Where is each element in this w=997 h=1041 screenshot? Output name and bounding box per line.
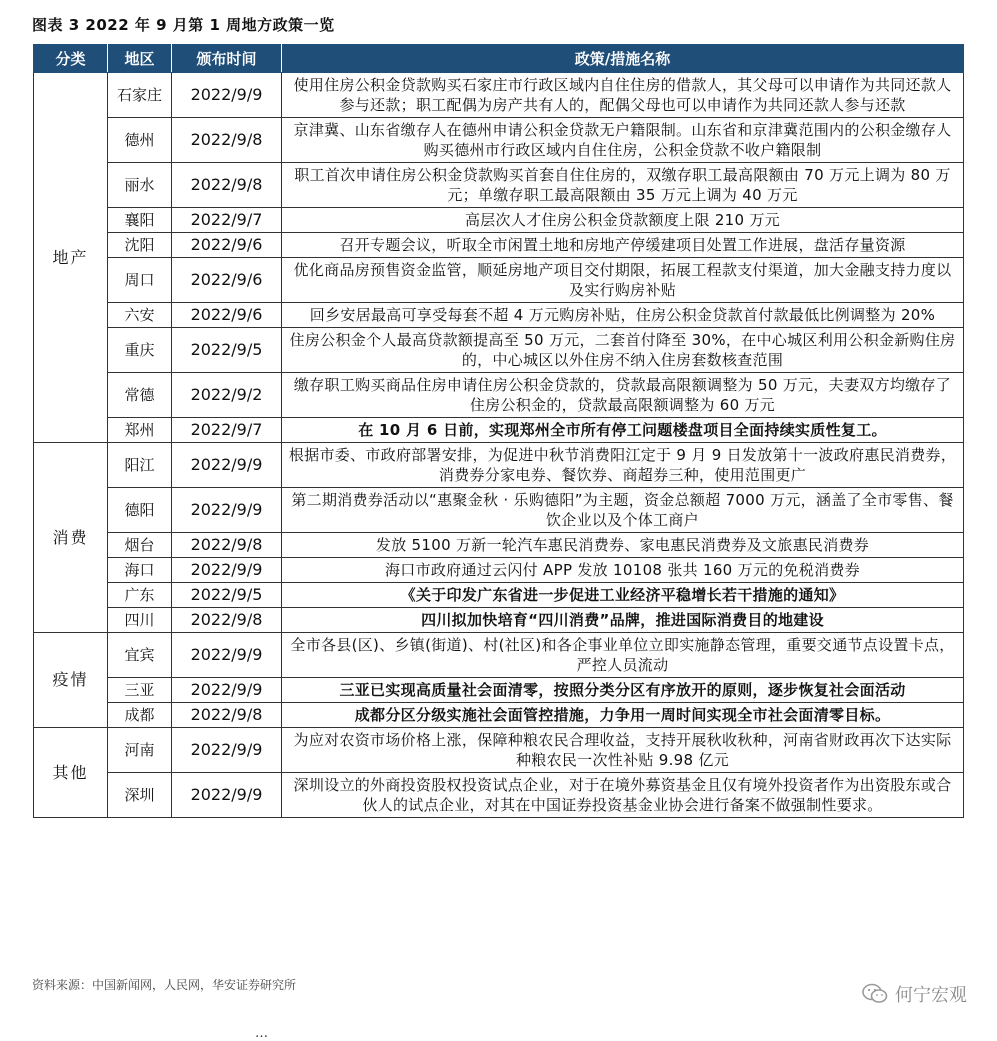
date-cell: 2022/9/5 bbox=[172, 328, 282, 373]
region-cell: 常德 bbox=[108, 373, 172, 418]
table-row bbox=[34, 583, 964, 608]
region-cell: 六安 bbox=[108, 303, 172, 328]
region-cell: 四川 bbox=[108, 608, 172, 633]
region-cell: 襄阳 bbox=[108, 208, 172, 233]
date-cell: 2022/9/9 bbox=[172, 488, 282, 533]
region-cell: 深圳 bbox=[108, 773, 172, 818]
category-cell: 疫情 bbox=[34, 633, 108, 728]
source-note: 资料来源：中国新闻网，人民网，华安证券研究所 bbox=[32, 978, 297, 992]
date-cell: 2022/9/8 bbox=[172, 118, 282, 163]
date-cell: 2022/9/8 bbox=[172, 533, 282, 558]
table-row bbox=[34, 533, 964, 558]
region-cell: 沈阳 bbox=[108, 233, 172, 258]
region-cell: 三亚 bbox=[108, 678, 172, 703]
date-cell: 2022/9/9 bbox=[172, 633, 282, 678]
policy-cell: 京津冀、山东省缴存人在德州申请公积金贷款无户籍限制。山东省和京津冀范围内的公积金缴存人购买德州市行政区域内自住住房，公积金贷款不收户籍限制 bbox=[282, 118, 964, 163]
table-row bbox=[34, 73, 964, 118]
category-cell: 消费 bbox=[34, 443, 108, 633]
date-cell: 2022/9/9 bbox=[172, 728, 282, 773]
table-row bbox=[34, 258, 964, 303]
table-row bbox=[34, 443, 964, 488]
policy-cell: 缴存职工购买商品住房申请住房公积金贷款的，贷款最高限额调整为 50 万元，夫妻双方均缴存了住房公积金的，贷款最高限额调整为 60 万元 bbox=[282, 373, 964, 418]
table-row bbox=[34, 728, 964, 773]
region-cell: 周口 bbox=[108, 258, 172, 303]
region-cell: 烟台 bbox=[108, 533, 172, 558]
policy-cell: 召开专题会议，听取全市闲置土地和房地产停缓建项目处置工作进展，盘活存量资源 bbox=[282, 233, 964, 258]
table-row bbox=[34, 163, 964, 208]
table-row bbox=[34, 208, 964, 233]
date-cell: 2022/9/7 bbox=[172, 208, 282, 233]
region-cell: 阳江 bbox=[108, 443, 172, 488]
header-policy: 政策/措施名称 bbox=[282, 45, 964, 73]
date-cell: 2022/9/6 bbox=[172, 258, 282, 303]
region-cell: 重庆 bbox=[108, 328, 172, 373]
date-cell: 2022/9/9 bbox=[172, 73, 282, 118]
policy-cell: 在 10 月 6 日前，实现郑州全市所有停工问题楼盘项目全面持续实质性复工。 bbox=[282, 418, 964, 443]
date-cell: 2022/9/8 bbox=[172, 608, 282, 633]
table-row bbox=[34, 303, 964, 328]
policy-cell: 高层次人才住房公积金贷款额度上限 210 万元 bbox=[282, 208, 964, 233]
table-row bbox=[34, 418, 964, 443]
watermark bbox=[861, 981, 967, 1007]
date-cell: 2022/9/6 bbox=[172, 233, 282, 258]
policy-cell: 海口市政府通过云闪付 APP 发放 10108 张共 160 万元的免税消费券 bbox=[282, 558, 964, 583]
header-region: 地区 bbox=[108, 45, 172, 73]
policy-cell: 发放 5100 万新一轮汽车惠民消费券、家电惠民消费券及文旅惠民消费券 bbox=[282, 533, 964, 558]
table-row bbox=[34, 328, 964, 373]
date-cell: 2022/9/7 bbox=[172, 418, 282, 443]
policy-cell: 三亚已实现高质量社会面清零，按照分类分区有序放开的原则，逐步恢复社会面活动 bbox=[282, 678, 964, 703]
date-cell: 2022/9/9 bbox=[172, 443, 282, 488]
policy-cell: 优化商品房预售资金监管，顺延房地产项目交付期限，拓展工程款支付渠道，加大金融支持力度以及实行购房补贴 bbox=[282, 258, 964, 303]
policy-cell: 职工首次申请住房公积金贷款购买首套自住住房的，双缴存职工最高限额由 70 万元上调为 80 万元；单缴存职工最高限额由 35 万元上调为 40 万元 bbox=[282, 163, 964, 208]
category-cell: 其他 bbox=[34, 728, 108, 818]
date-cell: 2022/9/2 bbox=[172, 373, 282, 418]
date-cell: 2022/9/9 bbox=[172, 773, 282, 818]
region-cell: 海口 bbox=[108, 558, 172, 583]
date-cell: 2022/9/9 bbox=[172, 678, 282, 703]
wechat-icon bbox=[861, 983, 889, 1005]
region-cell: 成都 bbox=[108, 703, 172, 728]
table-row bbox=[34, 558, 964, 583]
table-header-row bbox=[34, 45, 964, 73]
region-cell: 宜宾 bbox=[108, 633, 172, 678]
table-row bbox=[34, 703, 964, 728]
category-cell: 地产 bbox=[34, 73, 108, 443]
region-cell: 丽水 bbox=[108, 163, 172, 208]
policy-cell: 四川拟加快培育“四川消费”品牌，推进国际消费目的地建设 bbox=[282, 608, 964, 633]
region-cell: 郑州 bbox=[108, 418, 172, 443]
policy-cell: 深圳设立的外商投资股权投资试点企业，对于在境外募资基金且仅有境外投资者作为出资股东或合伙人的试点企业，对其在中国证券投资基金业协会进行备案不做强制性要求。 bbox=[282, 773, 964, 818]
date-cell: 2022/9/9 bbox=[172, 558, 282, 583]
header-category: 分类 bbox=[34, 45, 108, 73]
date-cell: 2022/9/5 bbox=[172, 583, 282, 608]
table-row bbox=[34, 678, 964, 703]
table-row bbox=[34, 373, 964, 418]
cropped-text-fragment: … bbox=[255, 1026, 268, 1041]
policy-cell: 使用住房公积金贷款购买石家庄市行政区域内自住住房的借款人，其父母可以申请作为共同还款人参与还款；职工配偶为房产共有人的，配偶父母也可以申请作为共同还款人参与还款 bbox=[282, 73, 964, 118]
table-row bbox=[34, 488, 964, 533]
region-cell: 石家庄 bbox=[108, 73, 172, 118]
table-row bbox=[34, 773, 964, 818]
policy-cell: 《关于印发广东省进一步促进工业经济平稳增长若干措施的通知》 bbox=[282, 583, 964, 608]
policy-cell: 成都分区分级实施社会面管控措施，力争用一周时间实现全市社会面清零目标。 bbox=[282, 703, 964, 728]
table-row bbox=[34, 633, 964, 678]
date-cell: 2022/9/8 bbox=[172, 703, 282, 728]
date-cell: 2022/9/8 bbox=[172, 163, 282, 208]
policy-cell: 住房公积金个人最高贷款额提高至 50 万元，二套首付降至 30%，在中心城区利用公积金新购住房的，中心城区以外住房不纳入住房套数核查范围 bbox=[282, 328, 964, 373]
table-row bbox=[34, 608, 964, 633]
date-cell: 2022/9/6 bbox=[172, 303, 282, 328]
policy-table bbox=[33, 44, 964, 818]
table-row bbox=[34, 233, 964, 258]
figure-title: 图表 3 2022 年 9 月第 1 周地方政策一览 bbox=[32, 16, 335, 34]
watermark-text: 何宁宏观 bbox=[895, 985, 967, 1006]
policy-cell: 全市各县(区)、乡镇(街道)、村(社区)和各企事业单位立即实施静态管理，重要交通节点设置卡点，严控人员流动 bbox=[282, 633, 964, 678]
region-cell: 德州 bbox=[108, 118, 172, 163]
header-date: 颁布时间 bbox=[172, 45, 282, 73]
region-cell: 德阳 bbox=[108, 488, 172, 533]
policy-cell: 第二期消费券活动以“惠聚金秋 · 乐购德阳”为主题，资金总额超 7000 万元，涵盖了全市零售、餐饮企业以及个体工商户 bbox=[282, 488, 964, 533]
policy-cell: 为应对农资市场价格上涨，保障种粮农民合理收益，支持开展秋收秋种，河南省财政再次下达实际种粮农民一次性补贴 9.98 亿元 bbox=[282, 728, 964, 773]
policy-cell: 根据市委、市政府部署安排，为促进中秋节消费阳江定于 9 月 9 日发放第十一波政府惠民消费券，消费券分家电券、餐饮券、商超券三种，使用范围更广 bbox=[282, 443, 964, 488]
region-cell: 河南 bbox=[108, 728, 172, 773]
table-body bbox=[34, 73, 964, 818]
region-cell: 广东 bbox=[108, 583, 172, 608]
table-row bbox=[34, 118, 964, 163]
policy-cell: 回乡安居最高可享受每套不超 4 万元购房补贴，住房公积金贷款首付款最低比例调整为 20% bbox=[282, 303, 964, 328]
